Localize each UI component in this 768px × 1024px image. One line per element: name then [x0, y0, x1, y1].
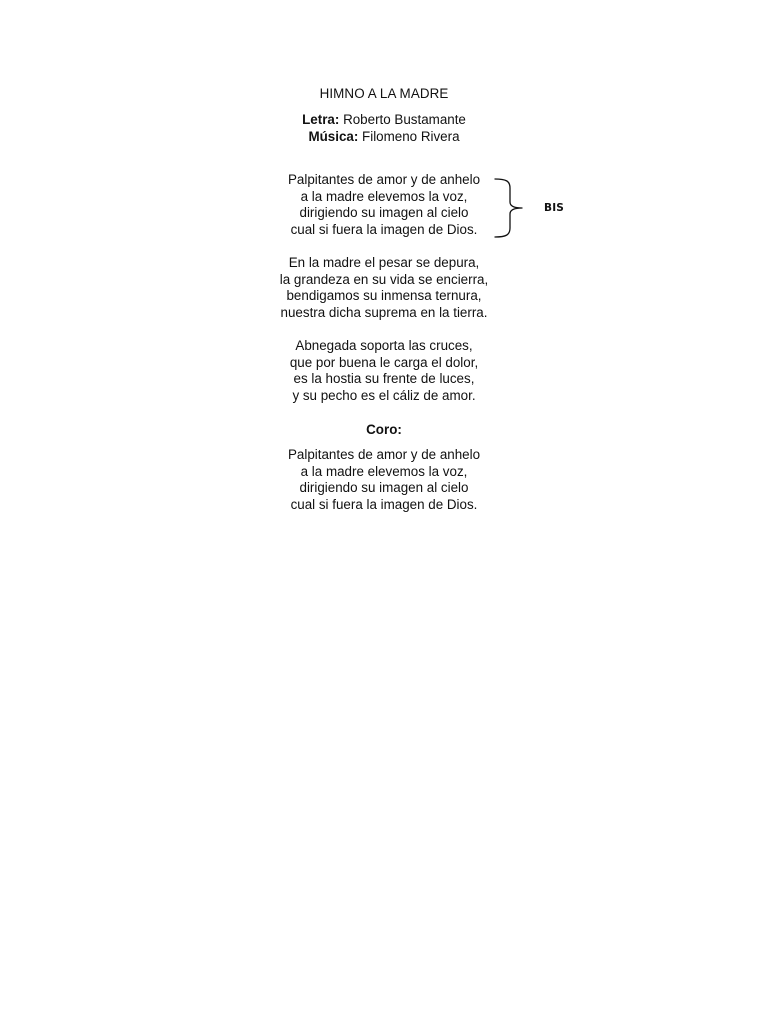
stanza-line: la grandeza en su vida se encierra,	[279, 271, 489, 287]
stanza-2	[184, 255, 584, 321]
stanza-line: nuestra dicha suprema en la tierra.	[280, 304, 488, 320]
stanza-line: Abnegada soporta las cruces,	[295, 338, 473, 353]
music-credit	[184, 129, 584, 146]
chorus-line: cual si fuera la imagen de Dios.	[290, 496, 478, 512]
stanza-line: bendigamos su inmensa ternura,	[286, 288, 482, 304]
stanza-line: cual si fuera la imagen de Dios.	[290, 221, 478, 237]
stanza-line: y su pecho es el cáliz de amor.	[292, 387, 476, 403]
music-author: Filomeno Rivera	[362, 128, 460, 144]
bis-repeat-label: BIS	[544, 202, 565, 214]
right-curly-brace-icon	[492, 178, 528, 238]
lyrics-label: Letra:	[302, 112, 340, 127]
stanza-line: En la madre el pesar se depura,	[288, 255, 480, 270]
stanza-line: que por buena le carga el dolor,	[289, 354, 479, 370]
chorus-line: dirigiendo su imagen al cielo	[299, 480, 469, 496]
chorus-line: Palpitantes de amor y de anhelo	[287, 447, 481, 462]
credits	[184, 112, 584, 145]
stanza-line: es la hostia su frente de luces,	[293, 371, 475, 387]
lyrics-credit	[184, 112, 584, 129]
lyrics-author: Roberto Bustamante	[343, 112, 466, 127]
stanza-line: a la madre elevemos la voz,	[300, 188, 468, 204]
chorus-label: Coro:	[366, 422, 402, 437]
stanza-line: Palpitantes de amor y de anhelo	[287, 172, 481, 187]
page-title: HIMNO A LA MADRE	[319, 86, 449, 101]
chorus	[184, 447, 584, 513]
stanza-line: dirigiendo su imagen al cielo	[299, 205, 469, 221]
stanza-3	[184, 338, 584, 404]
music-label: Música:	[308, 128, 359, 144]
chorus-line: a la madre elevemos la voz,	[300, 463, 468, 479]
